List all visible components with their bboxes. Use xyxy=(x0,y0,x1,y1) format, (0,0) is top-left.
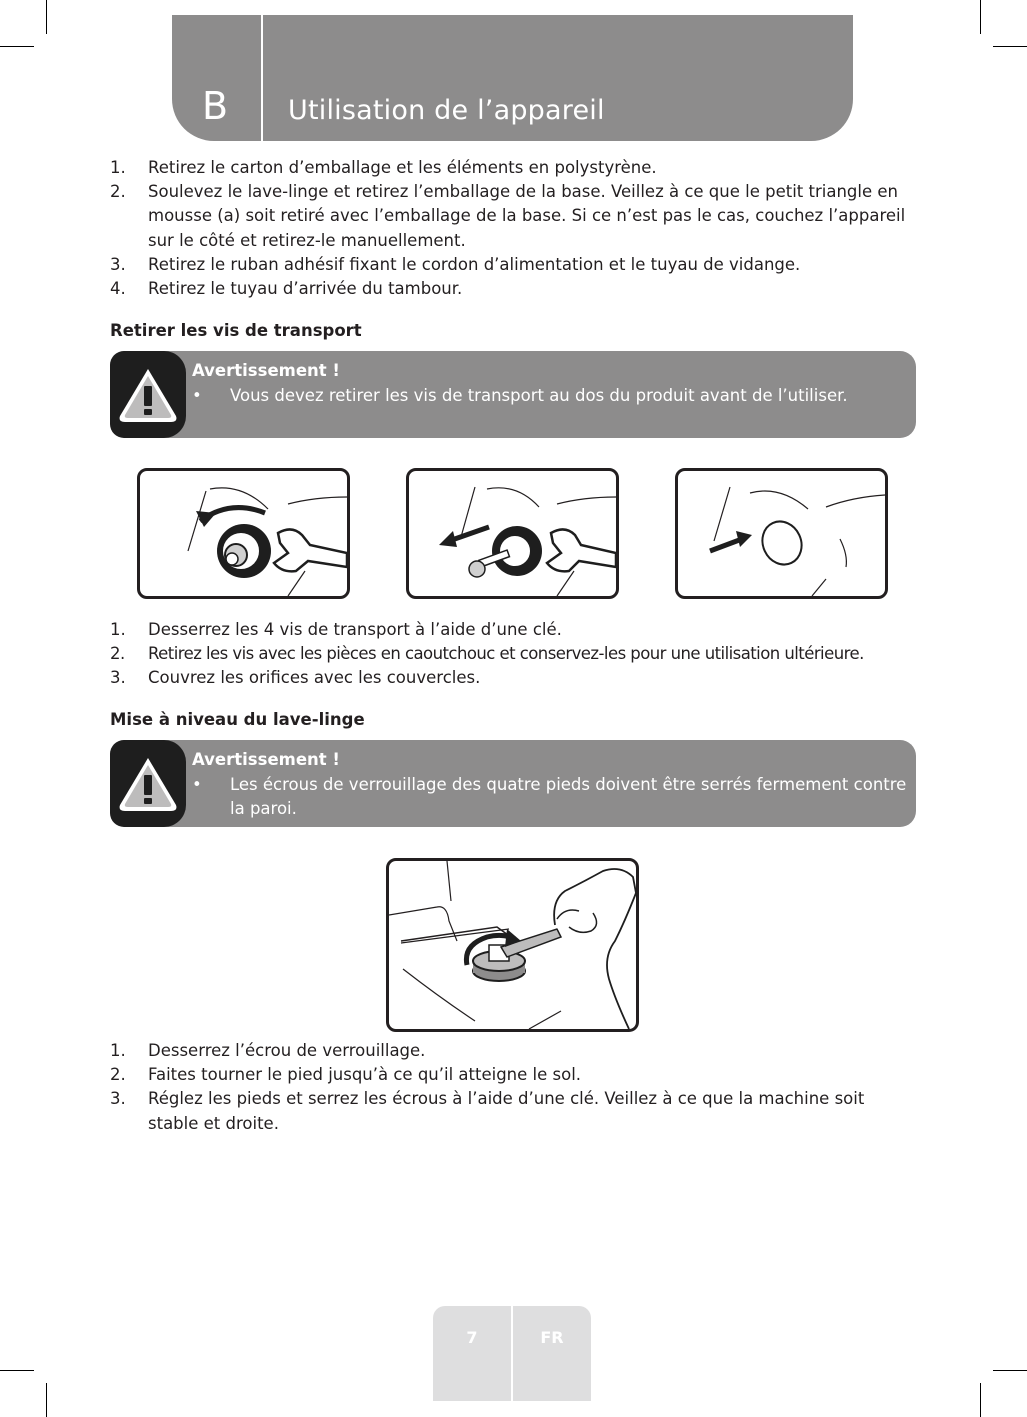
warning-box-transport xyxy=(110,351,916,438)
list-item: 3. Réglez les pieds et serrez les écrous à l’aide d’une clé. Veillez à ce que la machine soit stable et droite. xyxy=(110,1089,865,1133)
warning-title: Avertissement ! xyxy=(192,361,340,380)
illustration-leveling-foot xyxy=(386,858,639,1032)
list-item: 2. Soulevez le lave-linge et retirez l’emballage de la base. Veillez à ce que le petit triangle en mousse (a) soit retiré avec l’emballage de la base. Si ce n’est pas le cas, couchez l’appareil sur le côté et retirez-le manuellement. xyxy=(110,182,906,250)
warning-triangle-icon xyxy=(116,753,180,817)
warning-triangle-icon xyxy=(116,364,180,428)
crop-mark xyxy=(0,46,34,47)
crop-mark xyxy=(993,1370,1027,1371)
list-item: 4. Retirez le tuyau d’arrivée du tambour. xyxy=(110,279,463,299)
illustration-cover-hole xyxy=(675,468,888,599)
section-letter: B xyxy=(202,84,229,128)
list-item: 1. Desserrez l’écrou de verrouillage. xyxy=(110,1041,426,1060)
warning-title: Avertissement ! xyxy=(192,750,340,769)
section-header xyxy=(172,15,853,141)
page-title: Utilisation de l’appareil xyxy=(288,95,605,126)
language-tab xyxy=(513,1306,591,1401)
illustration-loosen-bolt xyxy=(137,468,350,599)
crop-mark xyxy=(46,0,47,34)
list-item: 2. Faites tourner le pied jusqu’à ce qu’il atteigne le sol. xyxy=(110,1065,582,1085)
warning-box-leveling xyxy=(110,740,916,827)
list-item: 3. Retirez le ruban adhésif fixant le cordon d’alimentation et le tuyau de vidange. xyxy=(110,254,801,274)
warning-text: Les écrous de verrouillage des quatre pieds doivent être serrés fermement contre la paroi. xyxy=(230,775,907,818)
illustration-remove-bolt xyxy=(406,468,619,599)
section-heading-transport: Retirer les vis de transport xyxy=(110,321,362,340)
crop-mark xyxy=(980,0,981,34)
warning-text: Vous devez retirer les vis de transport au dos du produit avant de l’utiliser. xyxy=(230,386,848,405)
transport-steps xyxy=(110,618,916,691)
leveling-steps xyxy=(110,1039,916,1136)
language-code: FR xyxy=(540,1328,564,1347)
page-number-tab xyxy=(433,1306,511,1401)
list-item: 3. Couvrez les orifices avec les couvercles. xyxy=(110,668,481,688)
list-item: 1. Retirez le carton d’emballage et les éléments en polystyrène. xyxy=(110,158,657,177)
unpacking-steps xyxy=(110,156,916,301)
page-number: 7 xyxy=(466,1328,478,1347)
warning-badge xyxy=(110,351,186,438)
bullet: • xyxy=(192,775,202,794)
list-item: 2. Retirez les vis avec les pièces en caoutchouc et conservez-les pour une utilisation ultérieure. xyxy=(110,644,864,664)
crop-mark xyxy=(46,1383,47,1417)
crop-mark xyxy=(980,1383,981,1417)
crop-mark xyxy=(993,46,1027,47)
header-divider xyxy=(261,15,263,141)
crop-mark xyxy=(0,1370,34,1371)
bullet: • xyxy=(192,386,202,405)
section-heading-leveling: Mise à niveau du lave-linge xyxy=(110,710,365,729)
warning-badge xyxy=(110,740,186,827)
list-item: 1. Desserrez les 4 vis de transport à l’aide d’une clé. xyxy=(110,620,562,639)
